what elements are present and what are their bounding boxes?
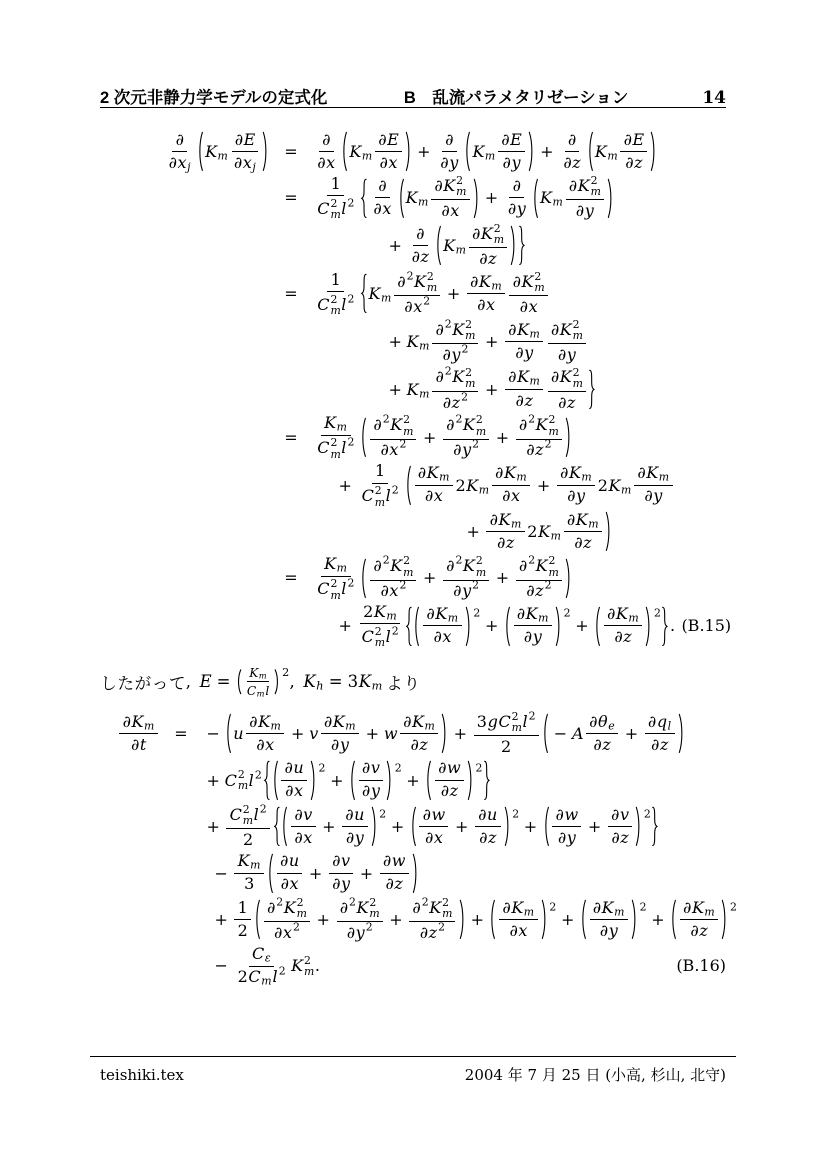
equation-line: + 1 C 2 m l 2 ∂ K m ∂ x 2 K m ∂ K m ∂ x + ∂ K m ∂ y 2 K m ∂ K m ∂ y bbox=[100, 462, 726, 508]
paren-delimiter bbox=[197, 131, 204, 172]
header-rule bbox=[100, 107, 726, 108]
paren-delimiter bbox=[528, 131, 535, 172]
brace-delimiter bbox=[273, 806, 280, 847]
equation-line: = K m C 2 m l 2 ∂ 2 K 2 m ∂ x 2 + ∂ 2 K 2 m ∂ y 2 + ∂ 2 K 2 m ∂ z 2 bbox=[100, 414, 726, 460]
paren-delimiter bbox=[543, 806, 550, 847]
page-number: 14 bbox=[702, 88, 726, 108]
equation-line: + ∂ ∂ z K m ∂ K 2 m ∂ z bbox=[100, 223, 726, 269]
paren-delimiter bbox=[565, 417, 572, 458]
paren-delimiter bbox=[650, 131, 657, 172]
paren-delimiter bbox=[410, 806, 417, 847]
paren-delimiter bbox=[542, 713, 549, 754]
equation-number: (B.16) bbox=[676, 956, 726, 976]
paren-delimiter bbox=[467, 760, 474, 801]
paren-delimiter bbox=[398, 178, 405, 219]
connecting-text: し た が っ て , E = K m C m l 2 , K h = 3 K m よ り bbox=[100, 665, 420, 699]
equation-line: + 2 K m C 2 m l 2 ∂ K m ∂ x 2 + ∂ K m ∂ y 2 + ∂ K m ∂ z 2 . (B.15) bbox=[338, 602, 732, 650]
paren-delimiter bbox=[360, 558, 367, 599]
paren-delimiter bbox=[405, 131, 412, 172]
page-footer bbox=[100, 1064, 726, 1085]
paren-delimiter bbox=[254, 899, 261, 940]
equation-line: = 1 C 2 m l 2 K m ∂ 2 K 2 m ∂ x 2 + ∂ K m ∂ x ∂ K 2 m ∂ x bbox=[100, 271, 726, 317]
paren-delimiter bbox=[580, 899, 587, 940]
equation-line: ∂ ∂ x j K m ∂ E ∂ x j = ∂ ∂ x K m ∂ E ∂ x + ∂ ∂ y K m ∂ E ∂ y + ∂ ∂ z K m ∂ E ∂ z bbox=[100, 130, 726, 173]
paren-delimiter bbox=[360, 417, 367, 458]
equation-line: + C 2 m l 2 ∂ u ∂ x 2 + ∂ v ∂ y 2 + ∂ w ∂ z 2 bbox=[100, 759, 726, 802]
paren-delimiter bbox=[412, 853, 419, 894]
brace-delimiter bbox=[484, 760, 491, 801]
paren-delimiter bbox=[262, 131, 269, 172]
equation-line: + K m ∂ 2 K 2 m ∂ y 2 + ∂ K m ∂ y ∂ K 2 m ∂ y bbox=[100, 319, 726, 365]
equation-line: − C ε 2 C m l 2 K 2 m . (B.16) bbox=[214, 944, 726, 988]
brace-delimiter bbox=[360, 273, 367, 314]
paren-delimiter bbox=[721, 899, 728, 940]
paren-delimiter bbox=[587, 131, 594, 172]
paren-delimiter bbox=[459, 899, 466, 940]
footer-date: 2004 年 7 月 25 日 (小高, 杉山, 北守) bbox=[464, 1066, 726, 1084]
paren-delimiter bbox=[504, 806, 511, 847]
paren-delimiter bbox=[631, 899, 638, 940]
equation-line: + C 2 m l 2 2 ∂ v ∂ x + ∂ u ∂ y 2 + ∂ w ∂ x + ∂ u ∂ z 2 + ∂ w ∂ y + ∂ v ∂ z 2 bbox=[100, 804, 726, 850]
paren-delimiter bbox=[605, 511, 612, 552]
paren-delimiter bbox=[473, 178, 480, 219]
paren-delimiter bbox=[405, 465, 412, 506]
page-header bbox=[100, 84, 726, 108]
equation-line: − K m 3 ∂ u ∂ x + ∂ v ∂ y + ∂ w ∂ z bbox=[100, 852, 726, 895]
brace-delimiter bbox=[652, 806, 659, 847]
brace-delimiter bbox=[263, 760, 270, 801]
equation-number: (B.15) bbox=[681, 616, 732, 636]
brace-delimiter bbox=[360, 178, 367, 219]
equation-line: = K m C 2 m l 2 ∂ 2 K 2 m ∂ x 2 + ∂ 2 K 2 m ∂ y 2 + ∂ 2 K 2 m ∂ z 2 bbox=[100, 555, 726, 601]
paren-delimiter bbox=[504, 606, 511, 647]
paren-delimiter bbox=[510, 225, 517, 266]
equation-line: = 1 C 2 m l 2 ∂ ∂ x K m ∂ K 2 m ∂ x + ∂ ∂ y K m ∂ K 2 m ∂ y bbox=[100, 175, 726, 221]
equation-b15 bbox=[100, 129, 732, 650]
equation-line: + ∂ K m ∂ z 2 K m ∂ K m ∂ z bbox=[100, 510, 726, 553]
paren-delimiter bbox=[635, 806, 642, 847]
paren-delimiter bbox=[435, 225, 442, 266]
footer-rule bbox=[90, 1056, 736, 1057]
equation-line: ∂ K m ∂ t = − u ∂ K m ∂ x + v ∂ K m ∂ y + w ∂ K m ∂ z + 3 g C 2 m l 2 2 − A ∂ θ e ∂ z + ∂ q l ∂ z bbox=[100, 711, 726, 757]
paren-delimiter bbox=[272, 760, 279, 801]
paren-delimiter bbox=[371, 806, 378, 847]
paren-delimiter bbox=[225, 713, 232, 754]
paren-delimiter bbox=[441, 713, 448, 754]
equation-b16 bbox=[100, 709, 737, 988]
equation-line: + $\frac{1}{2}$ ∂ 2 K 2 m ∂ x 2 + ∂ 2 K 2 m ∂ y 2 + ∂ 2 K 2 m ∂ z 2 + ∂ K m ∂ x 2 + ∂ K m ∂ y 2 + ∂ K m ∂ z 2 bbox=[214, 895, 737, 942]
brace-delimiter bbox=[662, 606, 669, 647]
paren-delimiter bbox=[413, 606, 420, 647]
brace-delimiter bbox=[405, 606, 412, 647]
paren-delimiter bbox=[532, 178, 539, 219]
paren-delimiter bbox=[341, 131, 348, 172]
header-chapter-title: 2 次元非静力学モデルの定式化 bbox=[100, 89, 328, 107]
paren-delimiter bbox=[489, 899, 496, 940]
paren-delimiter bbox=[607, 178, 614, 219]
paren-delimiter bbox=[670, 899, 677, 940]
paren-delimiter bbox=[645, 606, 652, 647]
paren-delimiter bbox=[678, 713, 685, 754]
paren-delimiter bbox=[274, 669, 280, 695]
paren-delimiter bbox=[386, 760, 393, 801]
paren-delimiter bbox=[541, 899, 548, 940]
footer-filename: teishiki.tex bbox=[100, 1066, 184, 1084]
paren-delimiter bbox=[281, 806, 288, 847]
paren-delimiter bbox=[267, 853, 274, 894]
brace-delimiter bbox=[589, 369, 596, 410]
equations-area bbox=[100, 128, 737, 990]
paren-delimiter bbox=[425, 760, 432, 801]
paren-delimiter bbox=[464, 131, 471, 172]
brace-delimiter bbox=[519, 225, 526, 266]
equation-line: + K m ∂ 2 K 2 m ∂ z 2 + ∂ K m ∂ z ∂ K 2 m ∂ z bbox=[100, 367, 726, 413]
paren-delimiter bbox=[465, 606, 472, 647]
paren-delimiter bbox=[555, 606, 562, 647]
header-section-title: B 乱流パラメタリゼーション bbox=[403, 89, 629, 107]
paren-delimiter bbox=[594, 606, 601, 647]
paren-delimiter bbox=[236, 669, 242, 695]
paren-delimiter bbox=[565, 558, 572, 599]
paren-delimiter bbox=[349, 760, 356, 801]
paren-delimiter bbox=[310, 760, 317, 801]
